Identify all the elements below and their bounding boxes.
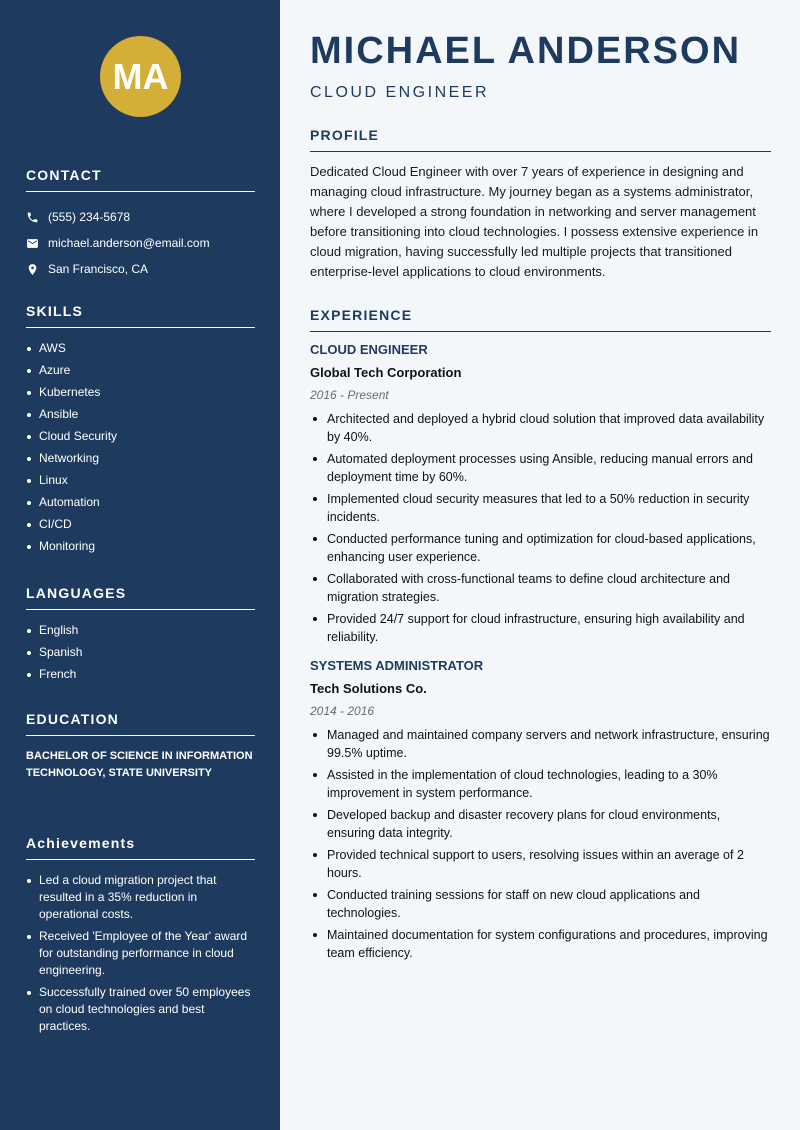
- experience-heading: EXPERIENCE: [310, 307, 771, 332]
- languages-heading: LANGUAGES: [26, 585, 255, 610]
- profile-section: [310, 127, 771, 282]
- sidebar: [0, 0, 280, 1130]
- company-name: Global Tech Corporation: [310, 365, 462, 380]
- location-text: San Francisco, CA: [48, 262, 149, 276]
- achievements-section: [26, 835, 255, 1040]
- job-dates: 2014 - 2016: [310, 704, 375, 718]
- job-title: CLOUD ENGINEER: [310, 342, 428, 357]
- location-pin-icon: [26, 263, 39, 276]
- skill-item: AWS: [26, 340, 255, 362]
- profile-text: Dedicated Cloud Engineer with over 7 years of experience in designing and managing cloud infrastructure. My journey began as a systems administrator, where I developed a strong foundation in networking and server management before transitioning into cloud technologies. I possess extensive experience in cloud migration, having successfully led multiple projects that transitioned enterprise-level applications to cloud environments.: [310, 164, 759, 279]
- achievement-item: Received 'Employee of the Year' award for outstanding performance in cloud engineering.: [26, 928, 255, 979]
- responsibility-item: Architected and deployed a hybrid cloud solution that improved data availability by 40%.: [310, 410, 771, 446]
- contact-section: [26, 167, 255, 282]
- skills-list: [26, 340, 255, 560]
- profile-heading: PROFILE: [310, 127, 771, 152]
- responsibility-item: Conducted performance tuning and optimization for cloud-based applications, enhancing user experience.: [310, 530, 771, 566]
- skill-item: Ansible: [26, 406, 255, 428]
- contact-heading: CONTACT: [26, 167, 255, 192]
- responsibility-item: Implemented cloud security measures that led to a 50% reduction in security incidents.: [310, 490, 771, 526]
- avatar: [100, 36, 181, 117]
- languages-list: [26, 622, 255, 688]
- skills-section: [26, 303, 255, 560]
- skill-item: Cloud Security: [26, 428, 255, 450]
- job-role: CLOUD ENGINEER: [310, 84, 490, 101]
- achievement-item: Successfully trained over 50 employees on cloud technologies and best practices.: [26, 984, 255, 1035]
- skill-item: Azure: [26, 362, 255, 384]
- phone-number: (555) 234-5678: [48, 210, 131, 224]
- contact-location: [26, 256, 255, 282]
- skill-item: Automation: [26, 494, 255, 516]
- job-entry: [310, 658, 771, 962]
- skill-item: Linux: [26, 472, 255, 494]
- responsibility-item: Developed backup and disaster recovery plans for cloud environments, ensuring data integrity.: [310, 806, 771, 842]
- skills-heading: SKILLS: [26, 303, 255, 328]
- responsibility-item: Provided technical support to users, resolving issues within an average of 2 hours.: [310, 846, 771, 882]
- language-item: English: [26, 622, 255, 644]
- responsibility-item: Provided 24/7 support for cloud infrastructure, ensuring high availability and reliability.: [310, 610, 771, 646]
- responsibility-item: Conducted training sessions for staff on new cloud applications and technologies.: [310, 886, 771, 922]
- email-icon: [26, 237, 39, 250]
- achievements-heading: Achievements: [26, 835, 255, 860]
- achievement-item: Led a cloud migration project that resulted in a 35% reduction in operational costs.: [26, 872, 255, 923]
- education-section: [26, 711, 255, 782]
- skill-item: Networking: [26, 450, 255, 472]
- job-title: SYSTEMS ADMINISTRATOR: [310, 658, 484, 673]
- contact-email: [26, 230, 255, 256]
- responsibilities-list: [310, 726, 771, 962]
- education-heading: EDUCATION: [26, 711, 255, 736]
- job-entry: [310, 342, 771, 646]
- contact-phone: [26, 204, 255, 230]
- company-name: Tech Solutions Co.: [310, 681, 427, 696]
- responsibility-item: Assisted in the implementation of cloud technologies, leading to a 30% improvement in system performance.: [310, 766, 771, 802]
- person-name: MICHAEL ANDERSON: [310, 30, 742, 72]
- responsibility-item: Managed and maintained company servers and network infrastructure, ensuring 99.5% uptime.: [310, 726, 771, 762]
- experience-section: [310, 307, 771, 966]
- skill-item: CI/CD: [26, 516, 255, 538]
- skill-item: Monitoring: [26, 538, 255, 560]
- language-item: Spanish: [26, 644, 255, 666]
- email-address: michael.anderson@email.com: [48, 236, 210, 250]
- avatar-initials: MA: [112, 55, 169, 97]
- responsibility-item: Maintained documentation for system configurations and procedures, improving team efficiency.: [310, 926, 771, 962]
- responsibilities-list: [310, 410, 771, 646]
- job-dates: 2016 - Present: [310, 388, 389, 402]
- responsibility-item: Collaborated with cross-functional teams to define cloud architecture and migration strategies.: [310, 570, 771, 606]
- language-item: French: [26, 666, 255, 688]
- achievements-list: [26, 872, 255, 1035]
- responsibility-item: Automated deployment processes using Ansible, reducing manual errors and deployment time by 60%.: [310, 450, 771, 486]
- phone-icon: [26, 211, 39, 224]
- education-degree: BACHELOR OF SCIENCE IN INFORMATION TECHNOLOGY, STATE UNIVERSITY: [26, 750, 253, 779]
- skill-item: Kubernetes: [26, 384, 255, 406]
- languages-section: [26, 585, 255, 688]
